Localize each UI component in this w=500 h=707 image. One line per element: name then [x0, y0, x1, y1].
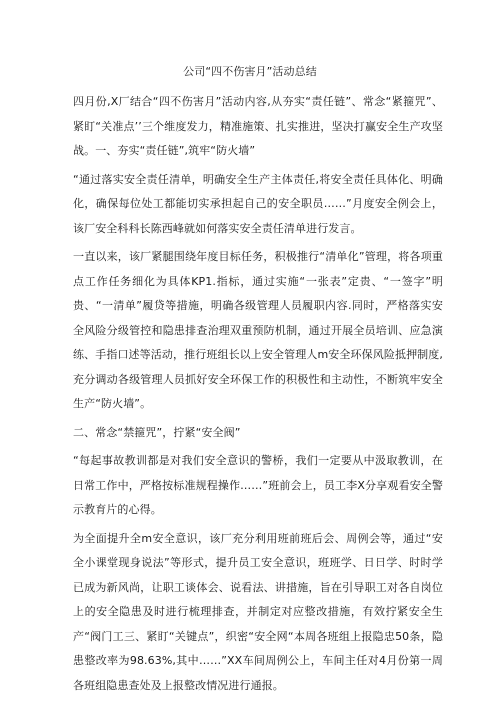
paragraph-3: 一直以来，该厂紧腿围绕年度目标任务，积极推行“清单化”管理，将各项重点工作任务细化为具体KP1.指标，通过实施“一张表”定贵、“一签字”明贵、“一清单”履贷等措施，明确各级管理人员履职内容.同时，严格落实安全风险分级管控和隐患排查治理双重预防机制，通过开展全员培训、应急演练、手指口述等活动，推行班组长以上安全管理人m安全环保风险抵押制度,充分调动各级管理人员抓好安全环保工作的积极性和主动性，不断筑牢安全生产“防火墙”。 [73, 250, 443, 410]
paragraph-1: 四月份,X厂结合“四不伤害月”活动内容,从夯实“责任链”、常念“紧箍咒”、紧盯“关准点’’三个维度发力，精准施策、扎实推进，坚决打赢安全生产攻坚战。一、夯实“责任链”,筑牢“防火墙” [73, 95, 443, 157]
paragraph-4: “每起事故教训都是对我们安全意识的警桥，我们一定要从中汲取教训，在日常工作中，严格按标准规程操作……”班前会上，员工李X分享观看安全警示教育片的心得。 [73, 454, 443, 516]
document-body [73, 90, 443, 702]
document-title: 公司“四不伤害月”活动总结 [183, 65, 317, 78]
paragraph-2: “通过落实安全责任清单，明确安全生产主体责任,将安全责任具体化、明确化，确保每位处工都能切实承担起自己的安全职员……”月度安全例会上，该厂安全科科长陈西峰就如何落实安全责任清单进行发言。 [73, 172, 443, 235]
section-heading-2: 二、常念“禁箍咒”，拧紧“安全阀” [73, 425, 241, 439]
paragraph-5: 为全面提升全m安全意识，该厂充分利用班前班后会、周例会等，通过“安全小课堂现身说法”等形式，提升员工安全意识，班班学、日日学、时时学已成为新风尚，让职工谈体会、说看法、讲措施，旨在引导职工对各自岗位上的安全隐患及时进行梳理排查，并制定对应整改措施，有效拧紧安全生产“阀门工三、紧盯“关键点”，织密“安全网“本周各班组上报隐忠50条，隐患整改率为98.63%,其中……”XX车间周例公上，车间主任对4月份第一周各班组隐患查处及上报整改情况进行通报。 [73, 531, 443, 692]
